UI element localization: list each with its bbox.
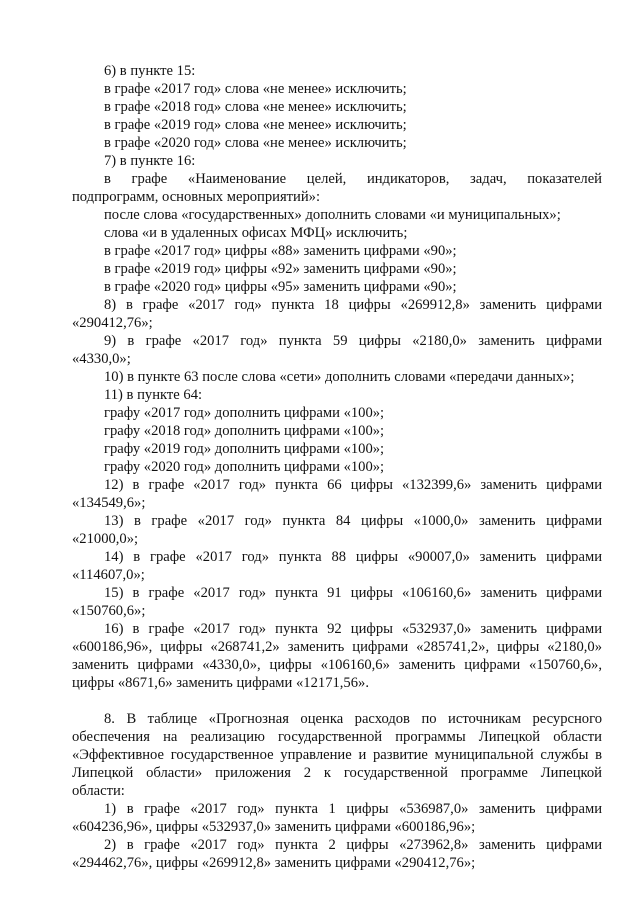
text-line: в графе «2017 год» цифры «88» заменить цифрами «90»; (104, 243, 457, 259)
text-line: «604236,96», цифры «532937,0» заменить цифрами «600186,96»; (72, 819, 476, 835)
text-line: 10) в пункте 63 после слова «сети» дополнить словами «передачи данных»; (104, 369, 575, 385)
text-line: обеспечения на реализацию государственной программы Липецкой области (72, 729, 602, 745)
text-line: «114607,0»; (72, 567, 145, 583)
text-line: 9) в графе «2017 год» пункта 59 цифры «2180,0» заменить цифрами (104, 333, 602, 349)
text-line: после слова «государственных» дополнить словами «и муниципальных»; (104, 207, 561, 223)
text-line: 8) в графе «2017 год» пункта 18 цифры «269912,8» заменить цифрами (104, 297, 602, 313)
text-line: «Эффективное государственное управление и развитие муниципальной службы в (72, 747, 602, 763)
text-line: «21000,0»; (72, 531, 139, 547)
text-line: 15) в графе «2017 год» пункта 91 цифры «106160,6» заменить цифрами (104, 585, 602, 601)
text-line: цифры «8671,6» заменить цифрами «12171,56». (72, 675, 369, 691)
text-line: «4330,0»; (72, 351, 131, 367)
text-line: 1) в графе «2017 год» пункта 1 цифры «536987,0» заменить цифрами (104, 801, 602, 817)
text-line: «600186,96», цифры «268741,2» заменить цифрами «285741,2», цифры «2180,0» (72, 639, 602, 655)
text-line: графу «2017 год» дополнить цифрами «100»; (104, 405, 385, 421)
text-line: 7) в пункте 16: (104, 153, 196, 169)
text-line: 8. В таблице «Прогнозная оценка расходов по источникам ресурсного (104, 711, 602, 727)
text-line: 13) в графе «2017 год» пункта 84 цифры «1000,0» заменить цифрами (104, 513, 602, 529)
text-line: 14) в графе «2017 год» пункта 88 цифры «90007,0» заменить цифрами (104, 549, 602, 565)
text-line: подпрограмм, основных мероприятий»: (72, 189, 321, 205)
text-line: 11) в пункте 64: (104, 387, 203, 403)
text-line: графу «2018 год» дополнить цифрами «100»; (104, 423, 385, 439)
text-line: в графе «2019 год» слова «не менее» исключить; (104, 117, 407, 133)
text-line: области: (72, 783, 125, 799)
text-line: Липецкой области» приложения 2 к государственной программе Липецкой (72, 765, 602, 781)
text-line: графу «2020 год» дополнить цифрами «100»; (104, 459, 385, 475)
text-line: 16) в графе «2017 год» пункта 92 цифры «532937,0» заменить цифрами (104, 621, 602, 637)
text-line: графу «2019 год» дополнить цифрами «100»; (104, 441, 385, 457)
text-line: в графе «2019 год» цифры «92» заменить цифрами «90»; (104, 261, 457, 277)
text-line: «150760,6»; (72, 603, 146, 619)
text-line: 12) в графе «2017 год» пункта 66 цифры «132399,6» заменить цифрами (104, 477, 602, 493)
text-line: «134549,6»; (72, 495, 146, 511)
text-line: в графе «2020 год» цифры «95» заменить цифрами «90»; (104, 279, 457, 295)
text-line: «294462,76», цифры «269912,8» заменить цифрами «290412,76»; (72, 855, 476, 871)
text-line: в графе «2018 год» слова «не менее» исключить; (104, 99, 407, 115)
text-line: заменить цифрами «4330,0», цифры «106160,6» заменить цифрами «150760,6», (72, 657, 602, 673)
text-line: «290412,76»; (72, 315, 153, 331)
text-line: 2) в графе «2017 год» пункта 2 цифры «273962,8» заменить цифрами (104, 837, 602, 853)
text-line: в графе «Наименование целей, индикаторов, задач, показателей (104, 171, 602, 187)
text-line: 6) в пункте 15: (104, 63, 196, 79)
text-line: слова «и в удаленных офисах МФЦ» исключить; (104, 225, 408, 241)
text-line: в графе «2017 год» слова «не менее» исключить; (104, 81, 407, 97)
text-line: в графе «2020 год» слова «не менее» исключить; (104, 135, 407, 151)
